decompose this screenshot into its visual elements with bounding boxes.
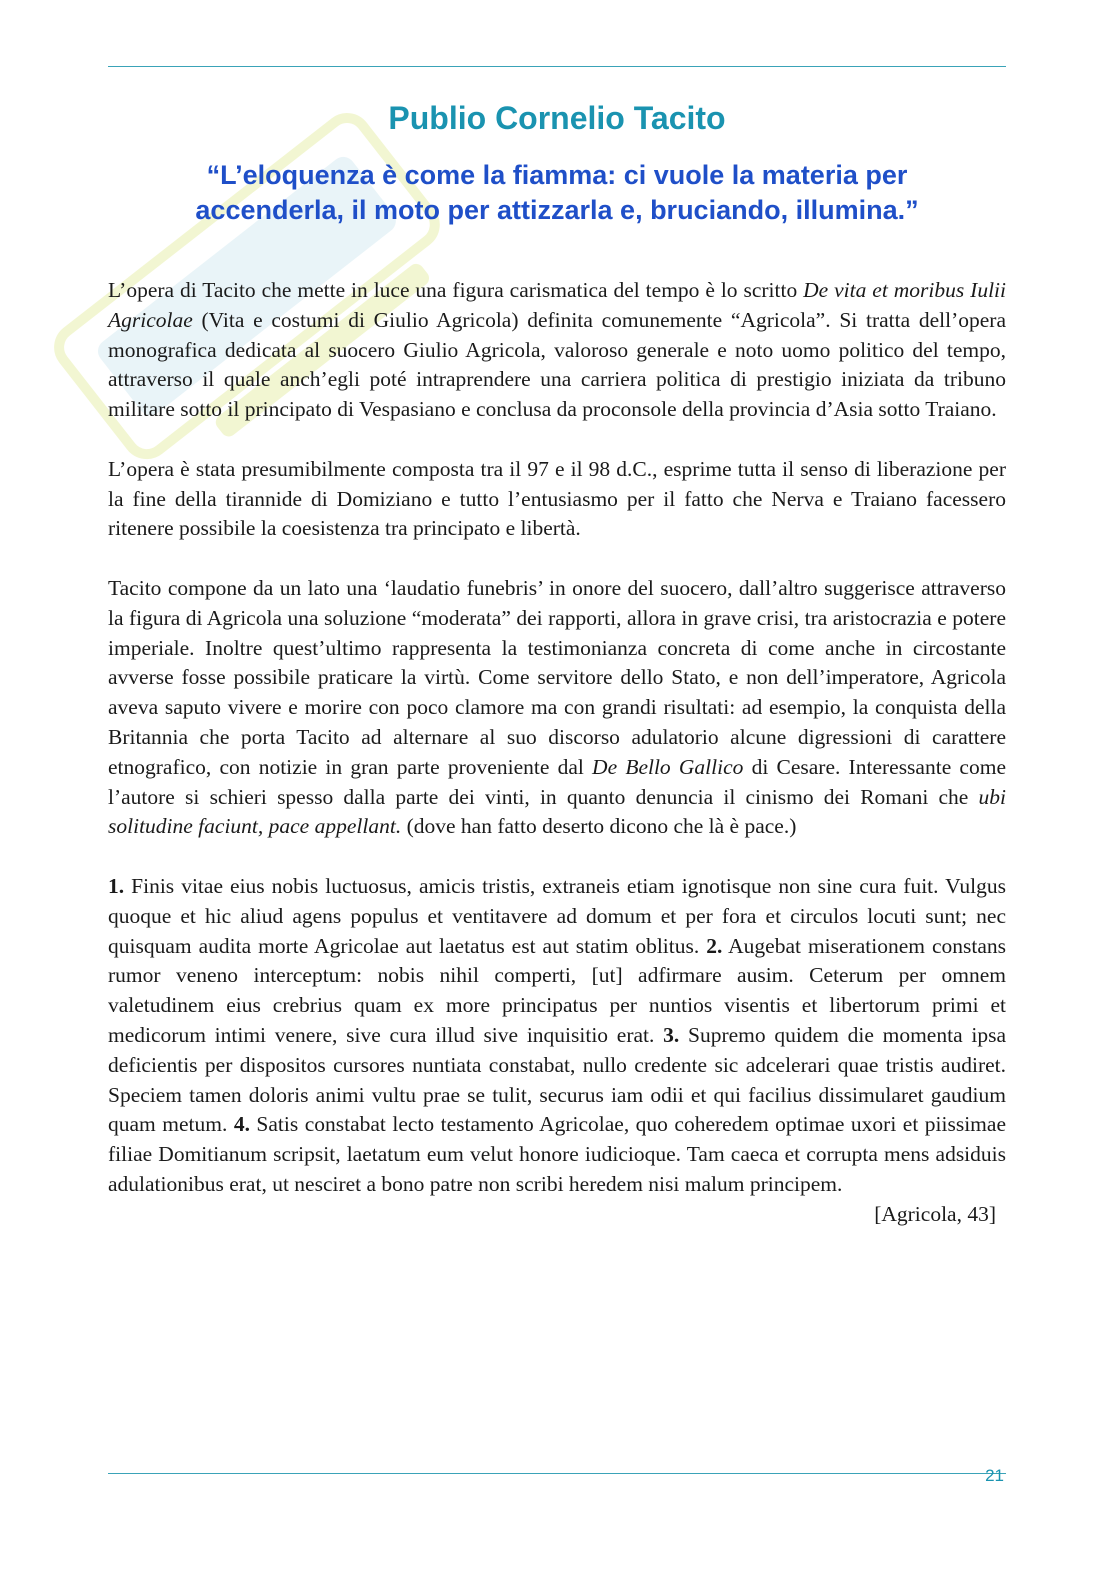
section-number: 4.	[233, 1112, 250, 1137]
page-title: Publio Cornelio Tacito	[388, 100, 726, 136]
citation: [Agricola, 43]	[874, 1201, 996, 1226]
body-text	[108, 276, 1006, 1230]
footer-rule	[108, 1473, 1006, 1474]
page-number: 21	[985, 1466, 1004, 1485]
paragraph-analysis: Tacito compone da un lato una ‘laudatio funebris’ in onore del suocero, dall’altro suggerisce attraverso la figura di Agricola una soluzione “moderata” dei rapporti, allora in grave crisi, tra aristocrazia e potere imperiale. Inoltre quest’ultimo rappresenta la testimonianza concreta di come anche in circostante avverse fosse possibile praticare la virtù. Come servitore dello Stato, e non dell’imperatore, Agricola aveva saputo vivere e morire con poco clamore ma con grandi risultati: ad esempio, la conquista della Britannia che porta Tacito ad alternare al suo discorso adulatorio alcune digressioni di carattere etnografico, con notizie in gran parte proveniente dal De Bello Gallico di Cesare. Interessante come l’autore si schieri spesso dalla parte dei vinti, in quanto denuncia il cinismo dei Romani che ubi solitudine faciunt, pace appellant. (dove han fatto deserto dicono che là è pace.)	[108, 575, 1006, 839]
latin-quote: ubi solitudine faciunt, pace appellant.	[108, 784, 1006, 839]
work-title: De vita et moribus Iulii Agricolae	[108, 278, 1006, 332]
work-title: De Bello Gallico	[592, 754, 744, 779]
header-rule	[108, 66, 1006, 67]
section-number: 1.	[108, 873, 125, 898]
section-number: 3.	[663, 1022, 680, 1047]
epigraph-quote: “L’eloquenza è come la fiamma: ci vuole la materia per accenderla, il moto per attizzarla e, bruciando, illumina.”	[195, 160, 919, 225]
paragraph-intro: L’opera di Tacito che mette in luce una figura carismatica del tempo è lo scritto De vita et moribus Iulii Agricolae (Vita e costumi di Giulio Agricola) definita comunemente “Agricola”. Si tratta dell’opera monografica dedicata al suocero Giulio Agricola, valoroso generale e noto uomo politico del tempo, attraverso il quale anch’egli poté intraprendere una carriera politica di prestigio iniziata da tribuno militare sotto il principato di Vespasiano e conclusa da proconsole della provincia d’Asia sotto Traiano.	[108, 278, 1006, 422]
section-number: 2.	[706, 933, 723, 958]
latin-passage: 1. Finis vitae eius nobis luctuosus, amicis tristis, extraneis etiam ignotisque non sine cura fuit. Vulgus quoque et hic aliud agens populus et ventitavere ad domum et per fora et circulos locuti sunt; nec quisquam audita morte Agricolae aut laetatus est aut statim oblitus. 2. Augebat miserationem constans rumor veneno interceptum: nobis nihil comperti, [ut] adfirmare ausim. Ceterum per omnem valetudinem eius crebrius quam ex more principatus per nuntios visentis et libertorum primi et medicorum intimi venere, sive cura illud sive inquisitio erat. 3. Supremo quidem die momenta ipsa deficientis per dispositos cursores nuntiata constabat, nullo credente sic adcelerari quae tristis audiret. Speciem tamen doloris animi vultu prae se tulit, securus iam odii et qui facilius dissimularet gaudium quam metum. 4. Satis constabat lecto testamento Agricolae, quo coheredem optimae uxori et piissimae filiae Domitianum scripsit, laetatum eum velut honore iudicioque. Tam caeca et corrupta mens adsiduis adulationibus erat, ut nesciret a bono patre non scribi heredem nisi malum principem.	[108, 873, 1006, 1196]
paragraph-dating: L’opera è stata presumibilmente composta tra il 97 e il 98 d.C., esprime tutta il senso di liberazione per la fine della tirannide di Domiziano e tutto l’entusiasmo per il fatto che Nerva e Traiano facessero ritenere possibile la coesistenza tra principato e libertà.	[108, 456, 1006, 541]
